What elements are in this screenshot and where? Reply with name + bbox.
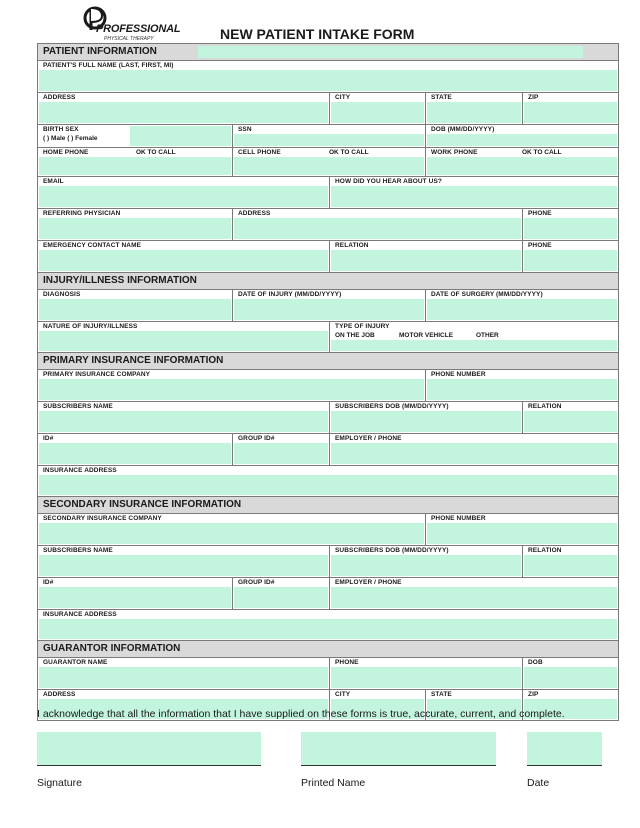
input-area[interactable] — [39, 218, 231, 239]
field-label: HOME PHONE — [43, 149, 89, 156]
input-area[interactable] — [39, 443, 231, 464]
field-cell-phone[interactable] — [233, 148, 426, 176]
input-area[interactable] — [427, 523, 617, 544]
field-label: BIRTH SEX — [43, 126, 79, 133]
field-primary-subscribers-dob[interactable] — [330, 402, 523, 433]
field-city[interactable] — [330, 93, 426, 124]
intake-form — [37, 43, 619, 721]
field-label: ZIP — [528, 94, 539, 101]
field-state[interactable] — [426, 93, 523, 124]
input-area[interactable] — [39, 299, 231, 320]
field-label: RELATION — [528, 547, 562, 554]
field-heard-about[interactable] — [330, 177, 618, 208]
field-label: ID# — [43, 435, 54, 442]
field-label: PHONE — [528, 242, 552, 249]
field-label: SUBSCRIBERS NAME — [43, 403, 113, 410]
input-area[interactable] — [524, 555, 617, 576]
field-date-of-surgery[interactable] — [426, 290, 618, 321]
field-guarantor-phone[interactable] — [330, 658, 523, 689]
field-label: CITY — [335, 94, 351, 101]
field-label: GROUP ID# — [238, 435, 275, 442]
row-emergency-contact — [38, 241, 618, 273]
field-secondary-phone-number[interactable] — [426, 514, 618, 545]
sex-options[interactable]: ( ) Male ( ) Female — [43, 135, 98, 142]
field-label: SUBSCRIBERS DOB (MM/DD/YYYY) — [335, 403, 449, 410]
printed-name-label: Printed Name — [301, 777, 366, 789]
input-area[interactable] — [234, 587, 328, 608]
input-area[interactable] — [331, 555, 521, 576]
section-injury-information — [38, 273, 618, 290]
field-primary-id[interactable] — [38, 434, 233, 465]
input-area[interactable] — [427, 134, 617, 146]
field-emergency-contact[interactable] — [38, 241, 330, 272]
row-primary-ids — [38, 434, 618, 466]
input-area[interactable] — [39, 186, 328, 207]
field-label: RELATION — [528, 403, 562, 410]
ok-to-call-label: OK TO CALL — [136, 149, 176, 156]
field-label: DOB — [528, 659, 543, 666]
input-area[interactable] — [39, 587, 231, 608]
input-area[interactable] — [331, 667, 521, 688]
input-area[interactable] — [234, 157, 424, 175]
field-referring-physician[interactable] — [38, 209, 233, 240]
input-area[interactable] — [524, 250, 617, 271]
input-area[interactable] — [39, 411, 328, 432]
field-label: GUARANTOR NAME — [43, 659, 108, 666]
input-area[interactable] — [331, 186, 617, 207]
logo-text: PROFESSIONAL — [96, 23, 181, 35]
section-header-field[interactable] — [198, 46, 583, 58]
field-secondary-subscribers-dob[interactable] — [330, 546, 523, 577]
input-area[interactable] — [427, 102, 521, 123]
field-label: INSURANCE ADDRESS — [43, 467, 117, 474]
field-label: CITY — [335, 691, 351, 698]
input-area[interactable] — [524, 218, 617, 239]
field-birth-sex[interactable] — [38, 125, 233, 147]
field-label: EMPLOYER / PHONE — [335, 435, 402, 442]
input-area[interactable] — [39, 331, 328, 351]
row-secondary-address — [38, 610, 618, 641]
field-primary-relation[interactable] — [523, 402, 618, 433]
section-secondary-insurance — [38, 497, 618, 514]
field-zip[interactable] — [523, 93, 618, 124]
row-nature-of-injury — [38, 322, 618, 353]
input-area[interactable] — [39, 667, 328, 688]
input-area[interactable] — [39, 475, 617, 495]
row-secondary-ids — [38, 578, 618, 610]
input-area[interactable] — [331, 250, 521, 271]
input-area[interactable] — [39, 523, 424, 544]
input-area[interactable] — [39, 102, 328, 123]
field-label: CELL PHONE — [238, 149, 281, 156]
row-diagnosis — [38, 290, 618, 322]
field-work-phone[interactable] — [426, 148, 618, 176]
field-home-phone[interactable] — [38, 148, 233, 176]
field-label: PHONE — [528, 210, 552, 217]
field-label: SUBSCRIBERS DOB (MM/DD/YYYY) — [335, 547, 449, 554]
ok-to-call-label: OK TO CALL — [522, 149, 562, 156]
field-date-of-injury[interactable] — [233, 290, 426, 321]
field-label: DOB (MM/DD/YYYY) — [431, 126, 495, 133]
field-label: ADDRESS — [238, 210, 271, 217]
field-emergency-phone[interactable] — [523, 241, 618, 272]
printed-name-field[interactable] — [301, 732, 496, 766]
input-area[interactable] — [39, 619, 617, 639]
input-area[interactable] — [524, 411, 617, 432]
input-area[interactable] — [331, 411, 521, 432]
input-area[interactable] — [39, 379, 424, 400]
field-label: EMAIL — [43, 178, 64, 185]
input-area[interactable] — [427, 379, 617, 400]
date-field[interactable] — [527, 732, 602, 766]
field-secondary-relation[interactable] — [523, 546, 618, 577]
field-guarantor-name[interactable] — [38, 658, 330, 689]
field-address[interactable] — [38, 93, 330, 124]
field-label: PATIENT'S FULL NAME (LAST, FIRST, MI) — [43, 62, 174, 69]
row-guarantor-name — [38, 658, 618, 690]
field-ssn[interactable] — [233, 125, 426, 147]
row-birth-sex — [38, 125, 618, 148]
input-area[interactable] — [39, 157, 231, 175]
input-area[interactable] — [331, 102, 424, 123]
row-referring-physician — [38, 209, 618, 241]
option-on-the-job[interactable]: ON THE JOB — [335, 332, 375, 339]
field-label: DATE OF INJURY (MM/DD/YYYY) — [238, 291, 342, 298]
input-area[interactable] — [39, 70, 617, 91]
acknowledgement-text: I acknowledge that all the information that I have supplied on these forms is true, accurate, current, and complete. — [37, 708, 565, 720]
field-label: REFERRING PHYSICIAN — [43, 210, 121, 217]
field-label: PHONE — [335, 659, 359, 666]
section-patient-information — [38, 44, 618, 61]
field-label: DATE OF SURGERY (MM/DD/YYYY) — [431, 291, 543, 298]
section-title: SECONDARY INSURANCE INFORMATION — [43, 499, 242, 510]
field-secondary-subscribers-name[interactable] — [38, 546, 330, 577]
row-phones — [38, 148, 618, 177]
input-area[interactable] — [234, 299, 424, 320]
row-primary-company — [38, 370, 618, 402]
field-guarantor-dob[interactable] — [523, 658, 618, 689]
section-primary-insurance — [38, 353, 618, 370]
field-diagnosis[interactable] — [38, 290, 233, 321]
field-secondary-insurance-company[interactable] — [38, 514, 426, 545]
ok-to-call-label: OK TO CALL — [329, 149, 369, 156]
field-label: ADDRESS — [43, 691, 76, 698]
field-label: ZIP — [528, 691, 539, 698]
field-secondary-employer-phone[interactable] — [330, 578, 618, 609]
field-physician-phone[interactable] — [523, 209, 618, 240]
input-area[interactable] — [331, 443, 617, 464]
field-primary-subscribers-name[interactable] — [38, 402, 330, 433]
field-label: SUBSCRIBERS NAME — [43, 547, 113, 554]
option-motor-vehicle[interactable]: MOTOR VEHICLE — [399, 332, 454, 339]
input-area[interactable] — [234, 134, 424, 146]
logo-subtext: PHYSICAL THERAPY — [104, 36, 154, 42]
field-label: PHONE NUMBER — [431, 371, 486, 378]
row-secondary-company — [38, 514, 618, 546]
field-label: SSN — [238, 126, 252, 133]
row-primary-address — [38, 466, 618, 497]
section-title: PATIENT INFORMATION — [43, 46, 157, 57]
input-area[interactable] — [524, 667, 617, 688]
section-title: PRIMARY INSURANCE INFORMATION — [43, 355, 224, 366]
field-label: PHONE NUMBER — [431, 515, 486, 522]
input-area[interactable] — [524, 102, 617, 123]
row-secondary-subscriber — [38, 546, 618, 578]
row-email — [38, 177, 618, 209]
input-area[interactable] — [427, 157, 617, 175]
field-type-of-injury[interactable] — [330, 322, 618, 352]
section-guarantor — [38, 641, 618, 658]
field-secondary-group-id[interactable] — [233, 578, 330, 609]
date-label: Date — [527, 777, 550, 789]
field-label: NATURE OF INJURY/ILLNESS — [43, 323, 138, 330]
field-label: ADDRESS — [43, 94, 76, 101]
field-label: DIAGNOSIS — [43, 291, 81, 298]
field-label: TYPE OF INJURY — [335, 323, 390, 330]
input-area[interactable] — [39, 555, 328, 576]
input-area[interactable] — [234, 218, 521, 239]
field-label: EMPLOYER / PHONE — [335, 579, 402, 586]
section-title: GUARANTOR INFORMATION — [43, 643, 181, 654]
field-label: PRIMARY INSURANCE COMPANY — [43, 371, 151, 378]
row-address — [38, 93, 618, 125]
form-title: NEW PATIENT INTAKE FORM — [220, 26, 415, 42]
field-primary-employer-phone[interactable] — [330, 434, 618, 465]
field-label: GROUP ID# — [238, 579, 275, 586]
field-nature-of-injury[interactable] — [38, 322, 330, 352]
field-primary-phone-number[interactable] — [426, 370, 618, 401]
field-primary-insurance-address[interactable] — [38, 466, 618, 496]
option-other[interactable]: OTHER — [476, 332, 499, 339]
row-primary-subscriber — [38, 402, 618, 434]
input-area[interactable] — [234, 443, 328, 464]
input-area[interactable] — [331, 587, 617, 608]
field-label: INSURANCE ADDRESS — [43, 611, 117, 618]
section-title: INJURY/ILLNESS INFORMATION — [43, 275, 197, 286]
input-area[interactable] — [39, 250, 328, 271]
input-area[interactable] — [331, 340, 617, 351]
field-email[interactable] — [38, 177, 330, 208]
field-secondary-id[interactable] — [38, 578, 233, 609]
field-physician-address[interactable] — [233, 209, 523, 240]
input-area[interactable] — [427, 299, 617, 320]
input-area[interactable] — [130, 126, 231, 146]
field-label: HOW DID YOU HEAR ABOUT US? — [335, 178, 442, 185]
field-primary-group-id[interactable] — [233, 434, 330, 465]
field-emergency-relation[interactable] — [330, 241, 523, 272]
row-full-name — [38, 61, 618, 93]
field-label: RELATION — [335, 242, 369, 249]
field-primary-insurance-company[interactable] — [38, 370, 426, 401]
signature-label: Signature — [37, 777, 82, 789]
signature-field[interactable] — [37, 732, 261, 766]
field-label: WORK PHONE — [431, 149, 478, 156]
field-label: ID# — [43, 579, 54, 586]
field-label: STATE — [431, 94, 452, 101]
field-secondary-insurance-address[interactable] — [38, 610, 618, 640]
field-label: SECONDARY INSURANCE COMPANY — [43, 515, 162, 522]
field-label: STATE — [431, 691, 452, 698]
field-dob[interactable] — [426, 125, 618, 147]
company-logo — [80, 4, 190, 44]
field-patient-full-name[interactable] — [38, 61, 618, 92]
field-label: EMERGENCY CONTACT NAME — [43, 242, 142, 249]
